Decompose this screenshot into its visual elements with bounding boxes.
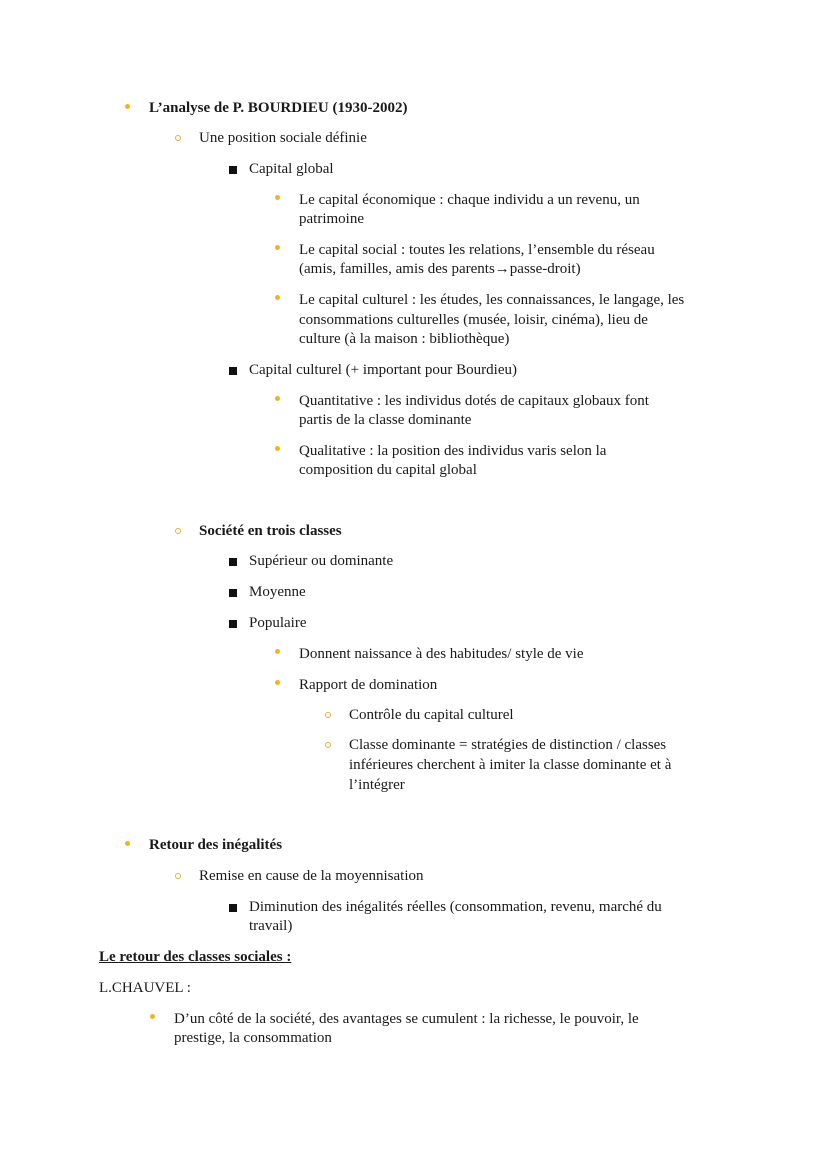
text-line: partis de la classe dominante	[299, 412, 472, 428]
section-title-bourdieu: L’analyse de P. BOURDIEU (1930-2002)	[149, 100, 408, 116]
bullet-circle	[325, 712, 331, 718]
bullet-circle	[325, 742, 331, 748]
text-line: culture (à la maison : bibliothèque)	[299, 331, 510, 347]
text-line: Donnent naissance à des habitudes/ style de vie	[299, 646, 584, 662]
text-line: patrimoine	[299, 211, 364, 227]
item-populaire: Populaire	[249, 615, 307, 631]
bullet-dot	[275, 195, 280, 200]
bullet-square	[229, 589, 237, 597]
bullet-square	[229, 904, 237, 912]
text-line: Diminution des inégalités réelles (consommation, revenu, marché du	[249, 899, 662, 915]
text-line: Qualitative : la position des individus varis selon la	[299, 443, 607, 459]
bullet-dot	[275, 295, 280, 300]
text-line: Le capital économique : chaque individu a un revenu, un	[299, 192, 640, 208]
subsection-title-classes: Société en trois classes	[199, 523, 342, 539]
item-superieur: Supérieur ou dominante	[249, 553, 394, 569]
bullet-dot	[275, 245, 280, 250]
bullet-dot	[150, 1014, 155, 1019]
text-line: inférieures cherchent à imiter la classe dominante et à	[349, 757, 672, 773]
author-label: L.CHAUVEL :	[99, 980, 191, 996]
subsection-remise: Remise en cause de la moyennisation	[199, 868, 424, 884]
text-line: (amis, familles, amis des parents→passe-droit)	[299, 261, 581, 277]
bullet-square	[229, 166, 237, 174]
text-line: prestige, la consommation	[174, 1030, 332, 1046]
bullet-dot	[275, 649, 280, 654]
bullet-dot	[125, 104, 130, 109]
bullet-circle	[175, 873, 181, 879]
bullet-square	[229, 620, 237, 628]
text-line: D’un côté de la société, des avantages se cumulent : la richesse, le pouvoir, le	[174, 1011, 639, 1027]
text-line: l’intégrer	[349, 777, 405, 793]
text-line: Le capital culturel : les études, les connaissances, le langage, les	[299, 292, 685, 308]
item-capital-global: Capital global	[249, 161, 334, 177]
text-line: Contrôle du capital culturel	[349, 707, 514, 723]
bullet-dot	[275, 446, 280, 451]
bullet-circle	[175, 135, 181, 141]
text-line: Classe dominante = stratégies de distinction / classes	[349, 737, 667, 753]
subsection-position: Une position sociale définie	[199, 130, 367, 146]
bullet-dot	[125, 841, 130, 846]
bullet-square	[229, 558, 237, 566]
text-line: Le capital social : toutes les relations, l’ensemble du réseau	[299, 242, 655, 258]
item-moyenne: Moyenne	[249, 584, 306, 600]
heading-classes-sociales: Le retour des classes sociales :	[99, 949, 292, 965]
text-line: consommations culturelles (musée, loisir, cinéma), lieu de	[299, 312, 648, 328]
bullet-dot	[275, 680, 280, 685]
text-line: Quantitative : les individus dotés de capitaux globaux font	[299, 393, 649, 409]
text-line: Rapport de domination	[299, 677, 438, 693]
text-line: travail)	[249, 918, 293, 934]
text-line: composition du capital global	[299, 462, 477, 478]
bullet-dot	[275, 396, 280, 401]
bullet-circle	[175, 528, 181, 534]
item-capital-culturel: Capital culturel (+ important pour Bourdieu)	[249, 362, 517, 378]
bullet-square	[229, 367, 237, 375]
section-title-retour: Retour des inégalités	[149, 837, 283, 853]
